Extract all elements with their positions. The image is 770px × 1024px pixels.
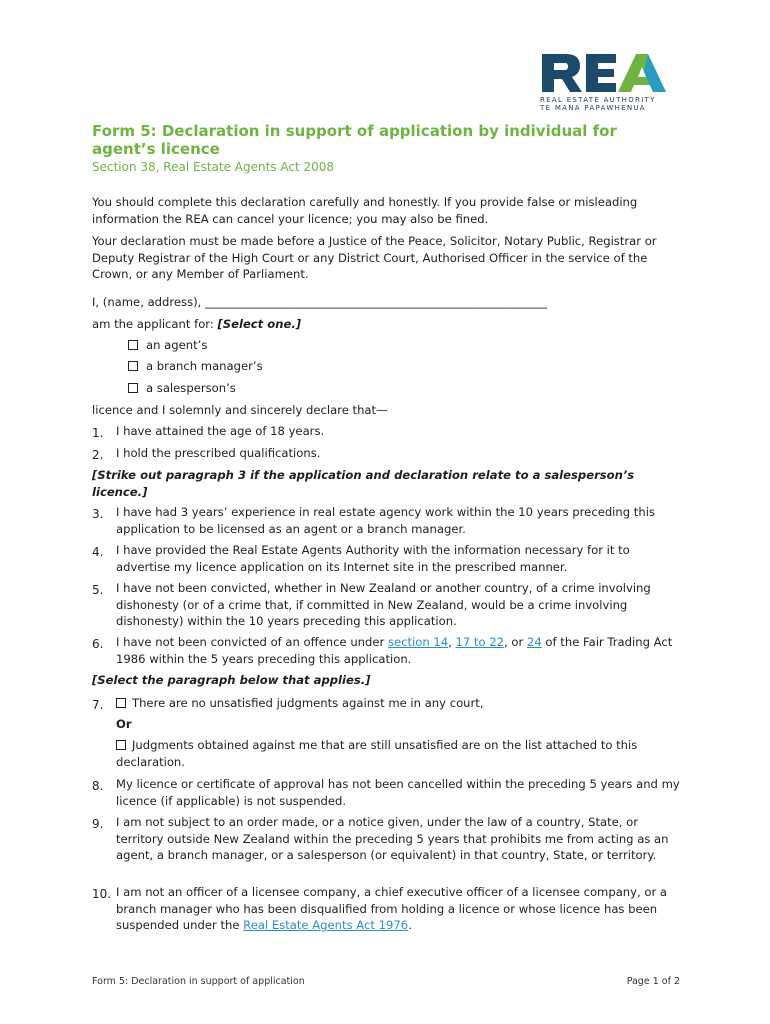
intro-paragraph-1: You should complete this declaration carefully and honestly. If you provide false or misleading information the REA can cancel your licence; you may also be fined. <box>92 195 638 226</box>
checkbox-agent[interactable] <box>128 340 138 350</box>
declaration-item-6 <box>92 634 687 667</box>
option-salesperson[interactable] <box>128 380 236 396</box>
item-7-option-a[interactable] <box>116 695 687 712</box>
logo-line-2: TE MANA PAPAWHENUA <box>540 104 646 112</box>
declaration-item-10 <box>92 884 687 934</box>
item-text: I am not subject to an order made, or a notice given, under the law of a country, State, or territory outside New Zealand within the preceding 5 years that prohibits me from acting as an agent, a branch manager, or a salesperson (or equivalent) in that country, State, or territory. <box>116 815 669 862</box>
applicant-prefix: am the applicant for: <box>92 317 218 331</box>
item-7-option-b[interactable] <box>116 737 687 770</box>
item-text: My licence or certificate of approval has not been cancelled within the preceding 5 years and my licence (if applicable) is not suspended. <box>116 777 680 808</box>
item-10-text-start: I am not an officer of a licensee company, a chief executive officer of a licensee company, or a branch manager who has been disqualified from holding a licence or whose licence has been suspended under the <box>116 885 668 932</box>
item-7-or: Or <box>116 716 132 731</box>
item-text <box>116 884 687 934</box>
declaration-item-2 <box>92 445 687 462</box>
item-7-option-a-label: There are no unsatisfied judgments against me in any court, <box>132 696 484 710</box>
checkbox-branch-manager[interactable] <box>128 361 138 371</box>
option-agent-label: an agent’s <box>146 338 208 352</box>
strike-note: [Strike out paragraph 3 if the application and declaration relate to a salesperson’s licence.] <box>92 468 635 499</box>
item-number: 6. <box>92 637 104 651</box>
form-title: Form 5: Declaration in support of application by individual for agent’s licence <box>92 122 617 158</box>
declaration-item-3 <box>92 504 687 537</box>
item-number: 10. <box>92 887 112 901</box>
declaration-item-8 <box>92 776 687 809</box>
checkbox-judgments-attached[interactable] <box>116 740 126 750</box>
checkbox-no-judgments[interactable] <box>116 698 126 708</box>
select-note: [Select the paragraph below that applies.] <box>92 673 371 687</box>
rea-logo-mark <box>540 52 674 94</box>
item-text: I have had 3 years’ experience in real estate agency work within the 10 years preceding this application to be licensed as an agent or a branch manager. <box>116 505 655 536</box>
applicant-line <box>92 316 687 333</box>
item-6-separator-2: , or <box>504 635 527 649</box>
item-text: I have provided the Real Estate Agents Authority with the information necessary for it to advertise my licence application on its Internet site in the prescribed manner. <box>116 543 630 574</box>
declaration-item-7 <box>92 695 687 770</box>
applicant-select-note: [Select one.] <box>217 317 302 331</box>
item-6-text-start: I have not been convicted of an offence under <box>116 635 388 649</box>
link-section-24[interactable]: 24 <box>526 635 542 649</box>
option-agent[interactable] <box>128 337 207 353</box>
item-number: 8. <box>92 779 104 793</box>
item-number: 5. <box>92 583 104 597</box>
declaration-item-5 <box>92 580 687 630</box>
declaration-item-4 <box>92 542 687 575</box>
rea-logo <box>540 52 680 112</box>
declaration-item-1 <box>92 423 687 440</box>
checkbox-salesperson[interactable] <box>128 383 138 393</box>
item-7-option-b-label: Judgments obtained against me that are still unsatisfied are on the list attached to this declaration. <box>116 738 638 769</box>
option-branch-manager[interactable] <box>128 358 263 374</box>
declaration-item-9 <box>92 814 687 864</box>
footer-form-name: Form 5: Declaration in support of application <box>92 976 305 987</box>
option-salesperson-label: a salesperson’s <box>146 381 236 395</box>
item-text: I hold the prescribed qualifications. <box>116 446 321 460</box>
footer-page-number: Page 1 of 2 <box>626 976 680 987</box>
item-number: 3. <box>92 507 104 521</box>
declare-line: licence and I solemnly and sincerely declare that— <box>92 403 388 417</box>
item-number: 4. <box>92 545 104 559</box>
item-text: I have attained the age of 18 years. <box>116 424 325 438</box>
form-subtitle: Section 38, Real Estate Agents Act 2008 <box>92 160 335 174</box>
item-6-separator-1: , <box>448 635 456 649</box>
name-address-line: I, (name, address), ___________________________________________________________ <box>92 295 548 309</box>
intro-paragraph-2: Your declaration must be made before a Justice of the Peace, Solicitor, Notary Public, Registrar or Deputy Registrar of the High Court or any District Court, Authorised Officer in the service of the Crown, or any Member of Parliament. <box>92 234 657 281</box>
item-number: 9. <box>92 817 104 831</box>
item-6-text-end: of the Fair Trading Act 1986 within the 5 years preceding this application. <box>116 635 673 666</box>
link-section-14[interactable]: section 14 <box>387 635 449 649</box>
item-text <box>116 634 687 667</box>
item-10-text-end: . <box>408 918 412 932</box>
item-number: 7. <box>92 698 104 712</box>
link-real-estate-agents-act-1976[interactable]: Real Estate Agents Act 1976 <box>243 918 409 932</box>
item-text: I have not been convicted, whether in New Zealand or another country, of a crime involving dishonesty (or of a crime that, if committed in New Zealand, would be a crime involving dishonesty) within the 10 years preceding this application. <box>116 581 651 628</box>
option-branch-manager-label: a branch manager’s <box>146 359 263 373</box>
item-number: 2. <box>92 448 104 462</box>
logo-line-1: REAL ESTATE AUTHORITY <box>540 96 656 104</box>
item-number: 1. <box>92 426 104 440</box>
link-sections-17-to-22[interactable]: 17 to 22 <box>455 635 505 649</box>
